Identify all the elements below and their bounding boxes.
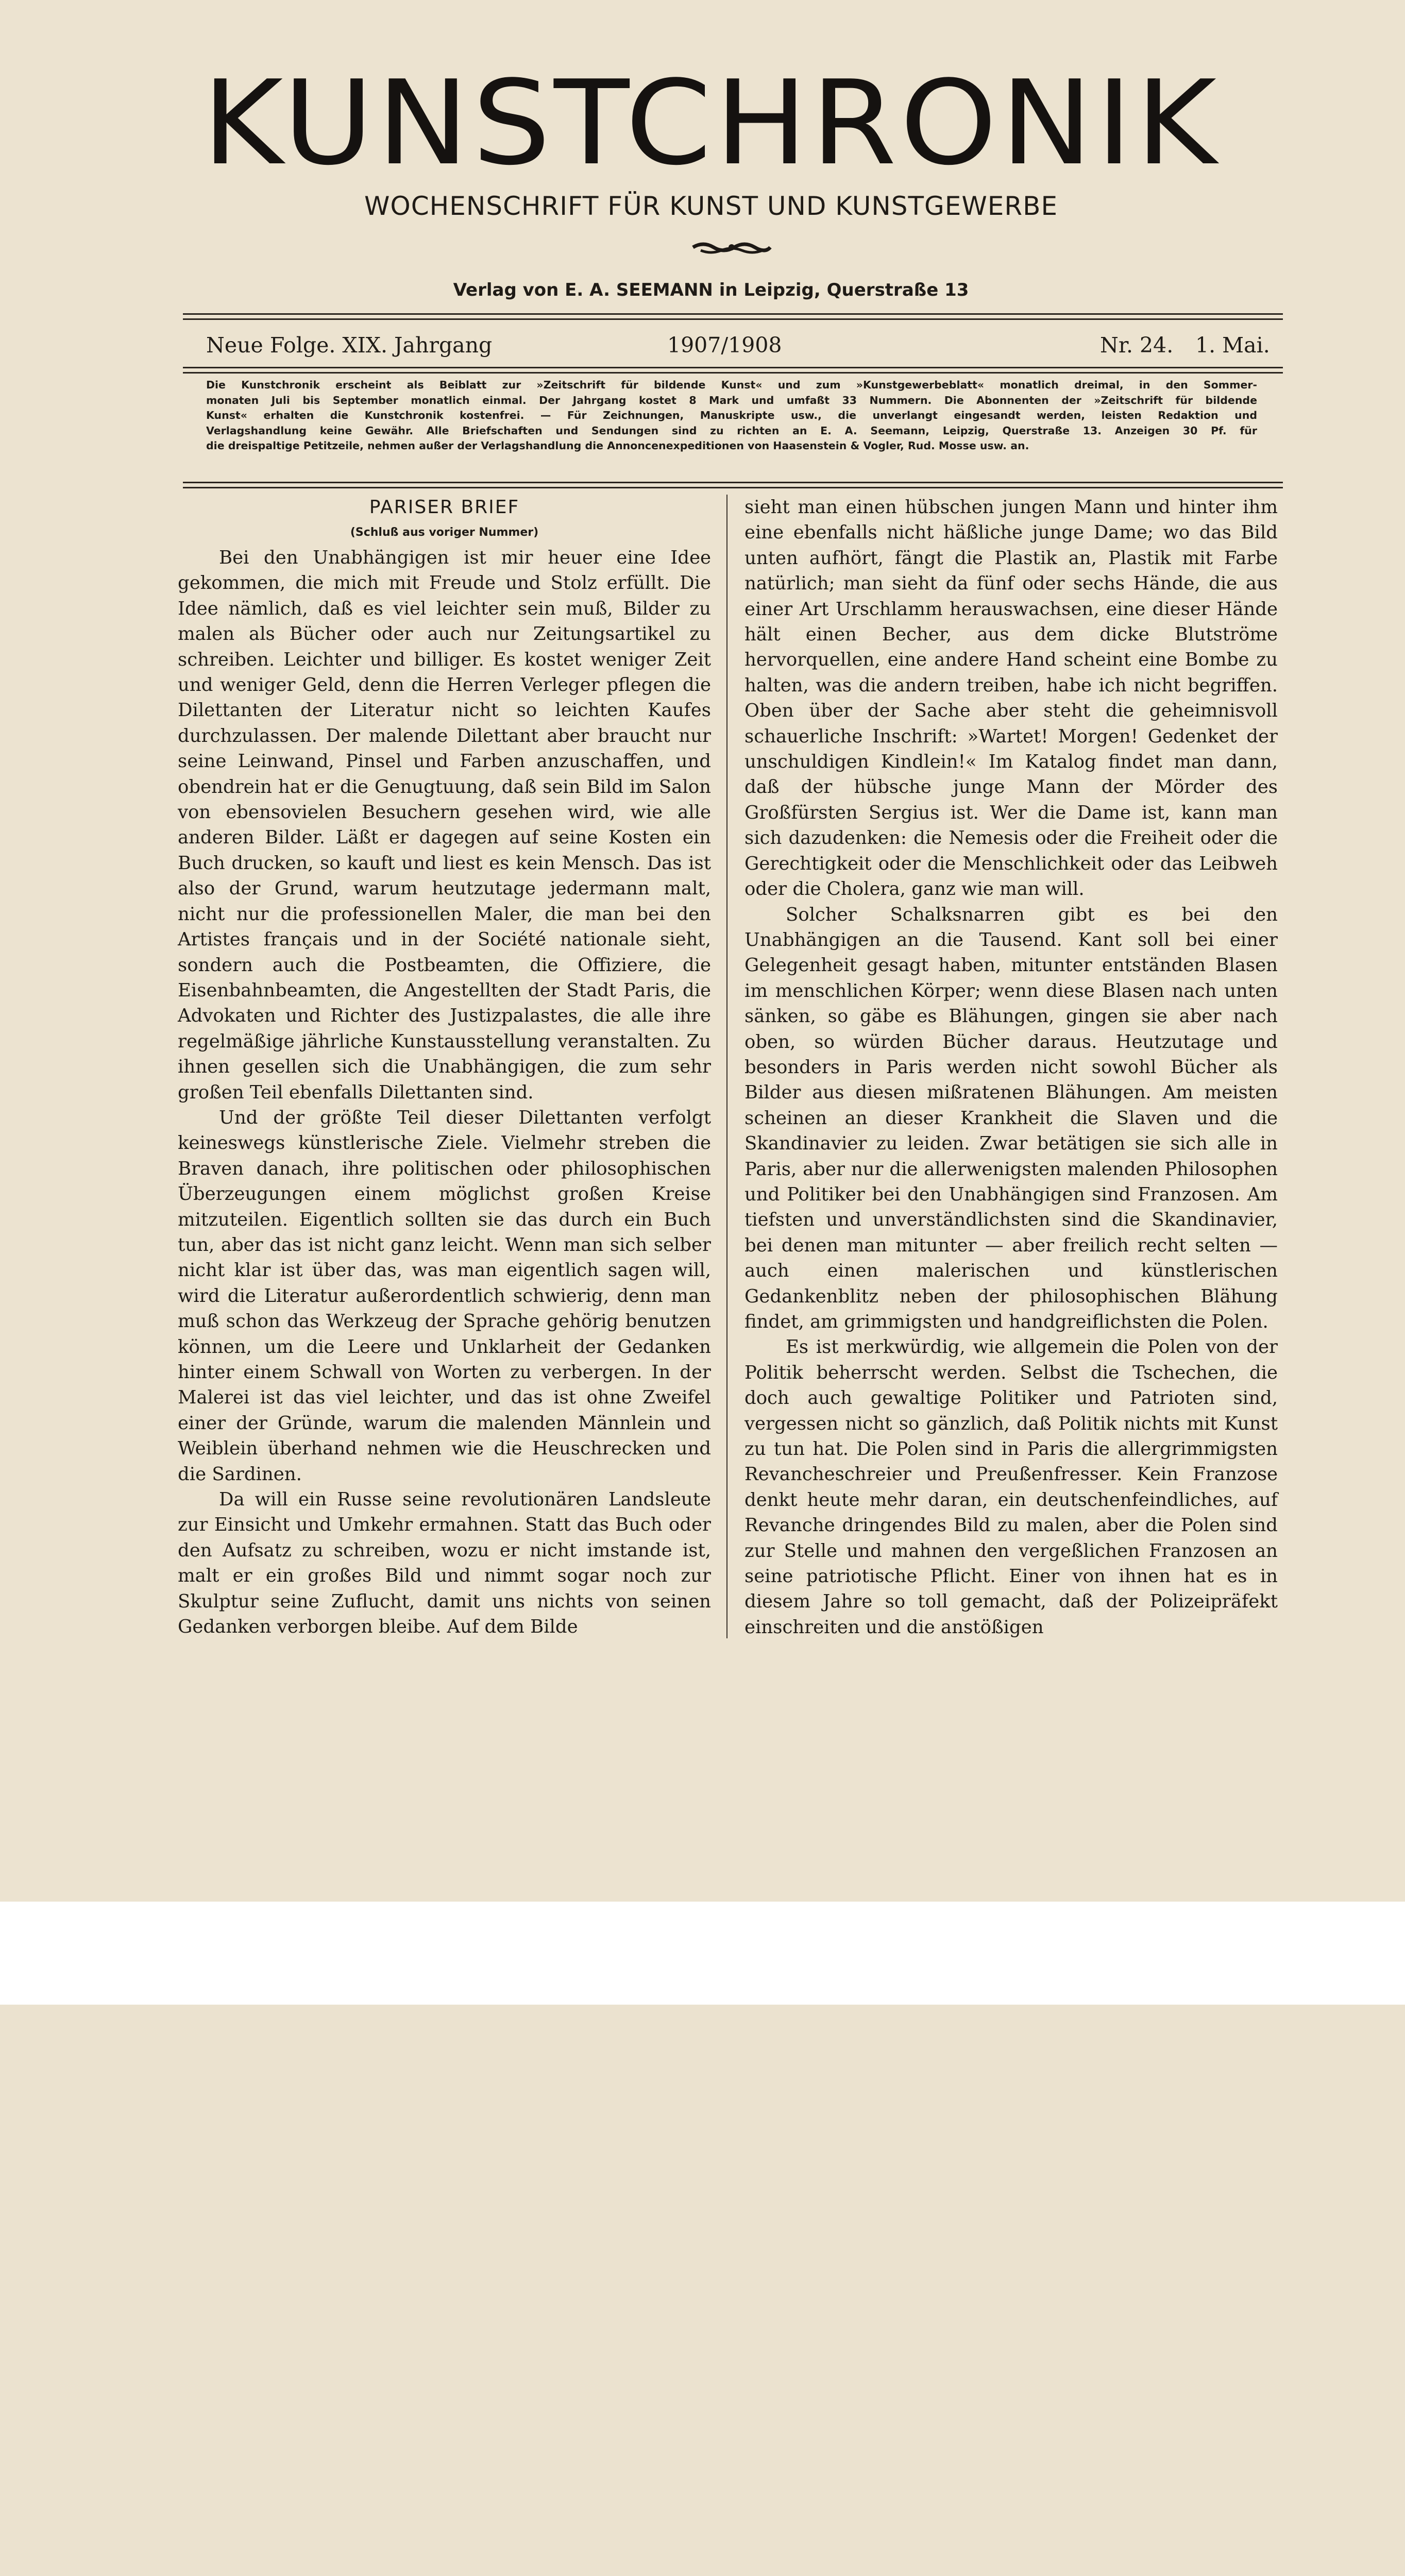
column-divider bbox=[726, 495, 727, 1638]
masthead-subtitle: WOCHENSCHRIFT FÜR KUNST UND KUNSTGEWERBE bbox=[364, 191, 1058, 221]
divider-rule bbox=[183, 367, 1283, 368]
article-paragraph: Und der größte Teil dieser Dilettanten verfolgt keineswegs künstlerische Ziele. Vielmehr streben die Braven danach, ihre politischen oder philosophischen Überzeugungen einem möglichst großen Kreise mitzuteilen. Eigentlich sollten sie das durch ein Buch tun, aber das ist nicht ganz leicht. Wenn man sich selber nicht klar ist über das, was man eigentlich sagen will, wird die Literatur außerordentlich schwierig, denn man muß schon das Werkzeug der Sprache gehörig benutzen können, um die Leere und Unklarheit der Gedanken hinter einem Schwall von Worten zu verbergen. In der Malerei ist das viel leichter, und das ist ohne Zweifel einer der Gründe, warum die malenden Männlein und Weiblein überhand nehmen wie die Heuschrecken und die Sardinen. bbox=[178, 1107, 711, 1485]
article-paragraph: Bei den Unabhängigen ist mir heuer eine Idee gekommen, die mich mit Freude und Stolz erfüllt. Die Idee nämlich, daß es viel leichter sein muß, Bilder zu malen als Bücher oder auch nur Zeitungsartikel zu schreiben. Leichter und billiger. Es kostet weniger Zeit und weniger Geld, denn die Herren Verleger pflegen die Dilettanten der Literatur nicht so leichten Kaufes durchzulassen. Der malende Dilettant aber braucht nur seine Leinwand, Pinsel und Farben anzuschaffen, und obendrein hat er die Genugtuung, daß sein Bild im Salon von ebensovielen Besuchern gesehen wird, wie alle anderen Bilder. Läßt er dagegen auf seine Kosten ein Buch drucken, so kauft und liest es kein Mensch. Das ist also der Grund, warum heutzutage jedermann malt, nicht nur die professionellen Maler, die man bei den Artistes français und in der Société nationale sieht, sondern auch die Postbeamten, die Offiziere, die Eisenbahnbeamten, die Angestellten der Stadt Paris, die Advokaten und Richter des Justizpalastes, die alle ihre regelmäßige jährliche Kunstausstellung veranstalten. Zu ihnen gesellen sich die Unabhängigen, die zum sehr großen Teil ebenfalls Dilettanten sind. bbox=[178, 547, 711, 1103]
divider-rule bbox=[183, 313, 1283, 315]
article-paragraph: Solcher Schalksnarren gibt es bei den Unabhängigen an die Tausend. Kant soll bei einer Gelegenheit gesagt haben, mitunter entständen Blasen im menschlichen Körper; wenn diese Blasen nach unten sänken, so gäbe es Blähungen, gingen sie aber nach oben, so würden Bücher daraus. Heutzutage und besonders in Paris werden nicht sowohl Bücher als Bilder aus diesen mißratenen Blähungen. Am meisten scheinen an dieser Krankheit die Slaven und die Skandinavier zu leiden. Zwar betätigen sie sich alle in Paris, aber nur die allerwenigsten malenden Philosophen und Politiker bei den Unabhängigen sind Franzosen. Am tiefsten und unverständlichsten sind die Skandinavier, bei denen man mitunter — aber freilich recht selten — auch einen malerischen und künstlerischen Gedankenblitz neben der philosophischen Blähung findet, am grimmigsten und handgreiflichsten die Polen. bbox=[744, 904, 1278, 1332]
issue-line bbox=[206, 330, 1270, 361]
divider-rule bbox=[183, 372, 1283, 374]
ornament-icon bbox=[690, 237, 773, 258]
publisher-line: Verlag von E. A. SEEMANN in Leipzig, Querstraße 13 bbox=[453, 280, 969, 300]
issue-date: 1. Mai. bbox=[1195, 333, 1270, 358]
notice-line: Kunst« erhalten die Kunstchronik kostenfrei. — Für Zeichnungen, Manuskripte usw., die unverlangt eingesandt werden, leisten Redaktion und bbox=[206, 409, 1257, 421]
divider-rule bbox=[183, 482, 1283, 483]
notice-line: Verlagshandlung keine Gewähr. Alle Briefschaften und Sendungen sind zu richten an E. A. Seemann, Leipzig, Querstraße 13. Anzeigen 30 Pf. für bbox=[206, 424, 1257, 437]
article-subtitle: (Schluß aus voriger Nummer) bbox=[350, 526, 539, 539]
issue-years: 1907/1908 bbox=[667, 333, 782, 358]
masthead-title: KUNSTCHRONIK bbox=[202, 56, 1220, 191]
article-column-left bbox=[178, 495, 711, 1639]
notice-line: Die Kunstchronik erscheint als Beiblatt zur »Zeitschrift für bildende Kunst« und zum »Kunstgewerbeblatt« monatlich dreimal, in den Sommer- bbox=[206, 379, 1257, 391]
viewer-footer bbox=[0, 1902, 1405, 2005]
subscription-notice bbox=[206, 378, 1257, 454]
notice-line: monaten Juli bis September monatlich einmal. Der Jahrgang kostet 8 Mark und umfaßt 33 Nummern. Die Abonnenten der »Zeitschrift für bildende bbox=[206, 394, 1257, 406]
article-paragraph: Es ist merkwürdig, wie allgemein die Polen von der Politik beherrscht werden. Selbst die Tschechen, die doch auch gewaltige Politiker und Patrioten sind, vergessen nicht so gänzlich, daß Politik nichts mit Kunst zu tun hat. Die Polen sind in Paris die allergrimmigsten Revancheschreier und Preußenfresser. Kein Franzose denkt heute mehr daran, ein deutschenfeindliches, auf Revanche dringendes Bild zu malen, aber die Polen sind zur Stelle und mahnen den vergeßlichen Franzosen an seine patriotische Pflicht. Einer von ihnen hat es in diesem Jahre so toll gemacht, daß der Polizeipräfekt einschreiten und die anstößigen bbox=[744, 1336, 1278, 1638]
issue-number: Nr. 24. bbox=[1100, 333, 1174, 358]
divider-rule bbox=[183, 487, 1283, 488]
article-title: PARISER BRIEF bbox=[369, 497, 520, 518]
article-paragraph: sieht man einen hübschen jungen Mann und hinter ihm eine ebenfalls nicht häßliche junge Dame; wo das Bild unten aufhört, fängt die Plastik an, Plastik mit Farbe natürlich; man sieht da fünf oder sechs Hände, die aus einer Art Urschlamm herauswachsen, eine dieser Hände hält einen Becher, aus dem dicke Blutströme hervorquellen, eine andere Hand scheint eine Bombe zu halten, was die andern treiben, habe ich nicht begriffen. Oben über der Sache aber steht die geheimnisvoll schauerliche Inschrift: »Wartet! Morgen! Gedenket der unschuldigen Kindlein!« Im Katalog findet man dann, daß der hübsche junge Mann der Mörder des Großfürsten Sergius ist. Wer die Dame ist, kann man sich dazudenken: die Nemesis oder die Freiheit oder die Gerechtigkeit oder die Menschlichkeit oder das Leibweh oder die Cholera, ganz wie man will. bbox=[744, 497, 1278, 900]
article-paragraph: Da will ein Russe seine revolutionären Landsleute zur Einsicht und Umkehr ermahnen. Statt das Buch oder den Aufsatz zu schreiben, wozu er nicht imstande ist, malt er ein großes Bild und nimmt sogar noch zur Skulptur seine Zuflucht, damit uns nichts von seinen Gedanken verborgen bleibe. Auf dem Bilde bbox=[178, 1489, 711, 1638]
article-column-right bbox=[744, 495, 1278, 1640]
divider-rule bbox=[183, 318, 1283, 320]
notice-line: die dreispaltige Petitzeile, nehmen außer der Verlagshandlung die Annoncenexpeditionen von Haasenstein & Vogler, Rud. Mosse usw. an. bbox=[206, 439, 1029, 452]
issue-series: Neue Folge. XIX. Jahrgang bbox=[206, 333, 493, 358]
